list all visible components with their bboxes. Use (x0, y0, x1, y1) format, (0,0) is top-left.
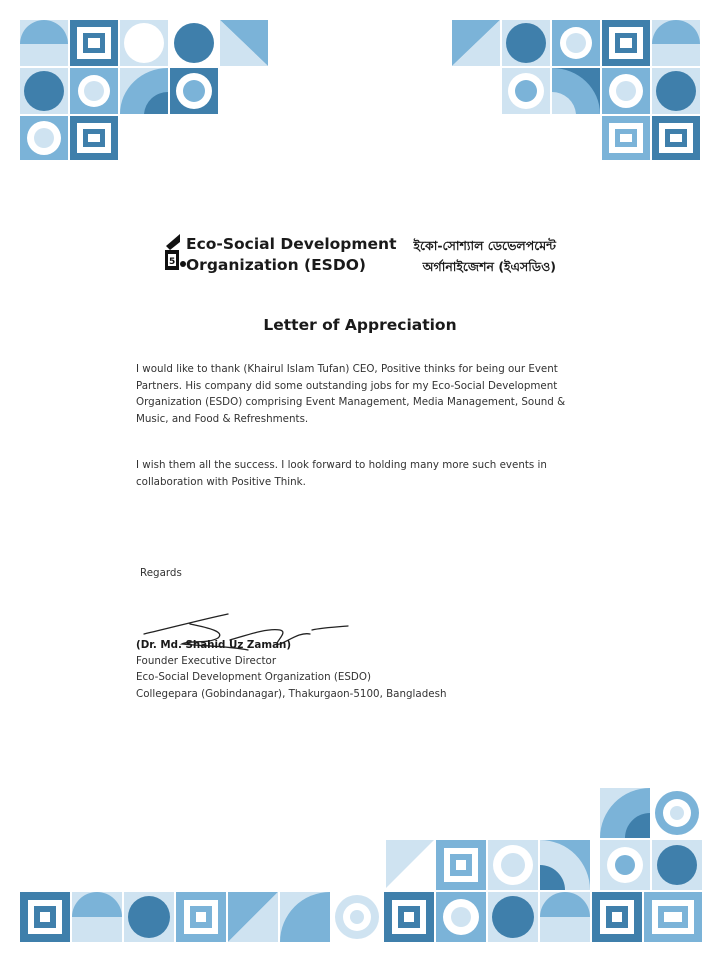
signer-address: Collegepara (Gobindanagar), Thakurgaon-5100, Bangladesh (136, 687, 447, 700)
signer-block (136, 637, 446, 702)
org-name-en-line1: Eco-Social Development (186, 235, 397, 253)
svg-text:5: 5 (169, 257, 176, 267)
regards-text: Regards (140, 567, 182, 579)
esdo-logo-icon (164, 228, 186, 272)
signer-title: Founder Executive Director (136, 655, 277, 668)
signer-name: (Dr. Md. Shahid Uz Zaman) (136, 639, 292, 651)
organization-name-bangla (380, 235, 556, 277)
org-name-bn-line1: ইকো-সোশ্যাল ডেভেলপমেন্ট (413, 238, 556, 253)
decorative-pattern-bottom (20, 788, 702, 942)
letter-paragraph-2: I wish them all the success. I look forward to holding many more such events in collaboration with Positive Think. (136, 459, 547, 488)
decorative-pattern-top-left (20, 20, 270, 160)
decorative-pattern-top-right (452, 20, 702, 160)
org-name-bn-line2: অর্গানাইজেশন (ইএসডিও) (422, 259, 556, 274)
org-name-en-line2: Organization (ESDO) (186, 256, 366, 274)
organization-name-english (186, 234, 397, 276)
letter-paragraph-1: I would like to thank (Khairul Islam Tufan) CEO, Positive thinks for being our Event Partners. His company did some outstanding jobs for my Eco-Social Development Organization (ESDO) comprising Event Management, Media Management, Sound & Music, and Food & Refreshments. (136, 363, 566, 425)
letter-title: Letter of Appreciation (263, 316, 457, 334)
signer-organization: Eco-Social Development Organization (ESDO) (136, 671, 371, 684)
